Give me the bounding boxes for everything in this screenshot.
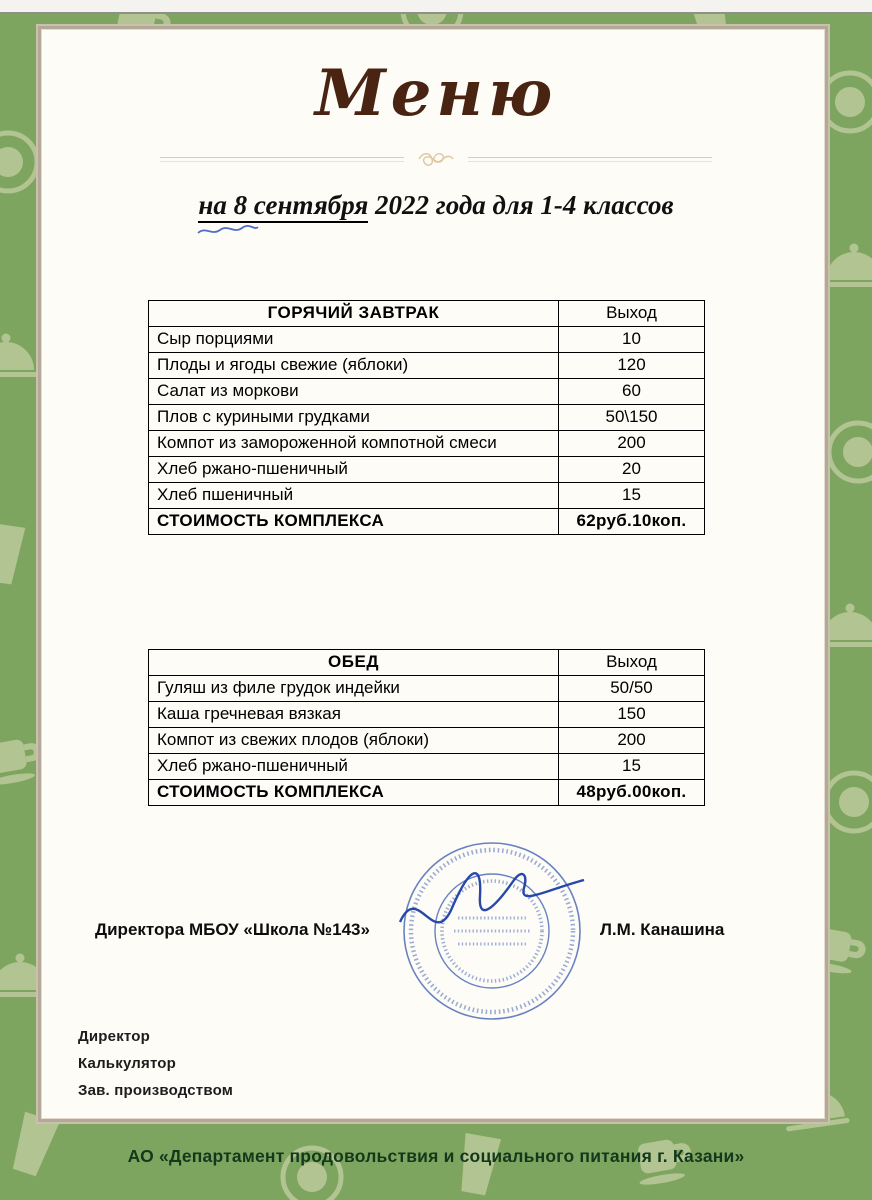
table-row	[149, 457, 705, 483]
menu-date-line	[0, 190, 872, 221]
dish-name-cell: Плов с куриными грудками	[149, 405, 559, 431]
lunch-table	[148, 649, 705, 806]
yield-cell: 20	[559, 457, 705, 483]
plate-icon	[825, 773, 872, 831]
total-label-cell: СТОИМОСТЬ КОМПЛЕКСА	[149, 780, 559, 806]
table-row	[149, 702, 705, 728]
dish-name-cell: Хлеб ржано-пшеничный	[149, 754, 559, 780]
table-row	[149, 483, 705, 509]
table-row	[149, 353, 705, 379]
dish-name-cell: Хлеб пшеничный	[149, 483, 559, 509]
dish-name-cell: Каша гречневая вязкая	[149, 702, 559, 728]
breakfast-title-header: ГОРЯЧИЙ ЗАВТРАК	[149, 301, 559, 327]
yield-cell: 200	[559, 431, 705, 457]
table-header-row	[149, 650, 705, 676]
title-divider	[160, 150, 712, 168]
scan-edge-artifact	[0, 0, 872, 14]
dish-name-cell: Компот из свежих плодов (яблоки)	[149, 728, 559, 754]
total-row	[149, 509, 705, 535]
breakfast-table	[148, 300, 705, 535]
yield-cell: 15	[559, 754, 705, 780]
yield-cell: 50\150	[559, 405, 705, 431]
yield-cell: 150	[559, 702, 705, 728]
role-item: Директор	[78, 1028, 150, 1045]
flourish-ornament-icon	[416, 150, 456, 168]
principal-name-text: Л.М. Канашина	[600, 920, 725, 939]
principal-title-text: Директора МБОУ «Школа №143»	[95, 920, 370, 939]
role-item: Калькулятор	[78, 1055, 177, 1072]
divider-line	[160, 157, 404, 162]
table-row	[149, 728, 705, 754]
table-header-row	[149, 301, 705, 327]
dish-name-cell: Гуляш из филе грудок индейки	[149, 676, 559, 702]
yield-column-header: Выход	[559, 301, 705, 327]
total-value-cell: 48руб.00коп.	[559, 780, 705, 806]
glass-icon	[0, 523, 25, 585]
yield-column-header: Выход	[559, 650, 705, 676]
divider-line	[468, 157, 712, 162]
footer-banner: АО «Департамент продовольствия и социального питания г. Казани»	[127, 1146, 745, 1166]
dish-name-cell: Сыр порциями	[149, 327, 559, 353]
pen-scribble-icon	[196, 224, 260, 238]
yield-cell: 50/50	[559, 676, 705, 702]
page-title: Меню	[314, 56, 558, 131]
yield-cell: 200	[559, 728, 705, 754]
roles-list	[78, 1028, 233, 1109]
yield-cell: 15	[559, 483, 705, 509]
menu-date-underlined: на 8 сентября	[198, 190, 368, 223]
table-row	[149, 379, 705, 405]
table-row	[149, 754, 705, 780]
total-value-cell: 62руб.10коп.	[559, 509, 705, 535]
yield-cell: 60	[559, 379, 705, 405]
dish-name-cell: Компот из замороженной компотной смеси	[149, 431, 559, 457]
lunch-title-header: ОБЕД	[149, 650, 559, 676]
plate-icon	[0, 133, 37, 191]
total-row	[149, 780, 705, 806]
dish-name-cell: Хлеб ржано-пшеничный	[149, 457, 559, 483]
dish-name-cell: Плоды и ягоды свежие (яблоки)	[149, 353, 559, 379]
dish-name-cell: Салат из моркови	[149, 379, 559, 405]
plate-icon	[829, 423, 872, 481]
table-row	[149, 405, 705, 431]
role-item: Зав. производством	[78, 1082, 234, 1099]
total-label-cell: СТОИМОСТЬ КОМПЛЕКСА	[149, 509, 559, 535]
table-row	[149, 327, 705, 353]
menu-date-rest: 2022 года для 1-4 классов	[368, 190, 674, 220]
cloche-icon	[822, 244, 872, 288]
table-row	[149, 431, 705, 457]
cloche-icon	[0, 334, 38, 378]
table-row	[149, 676, 705, 702]
yield-cell: 10	[559, 327, 705, 353]
round-stamp-icon	[392, 836, 592, 1026]
yield-cell: 120	[559, 353, 705, 379]
